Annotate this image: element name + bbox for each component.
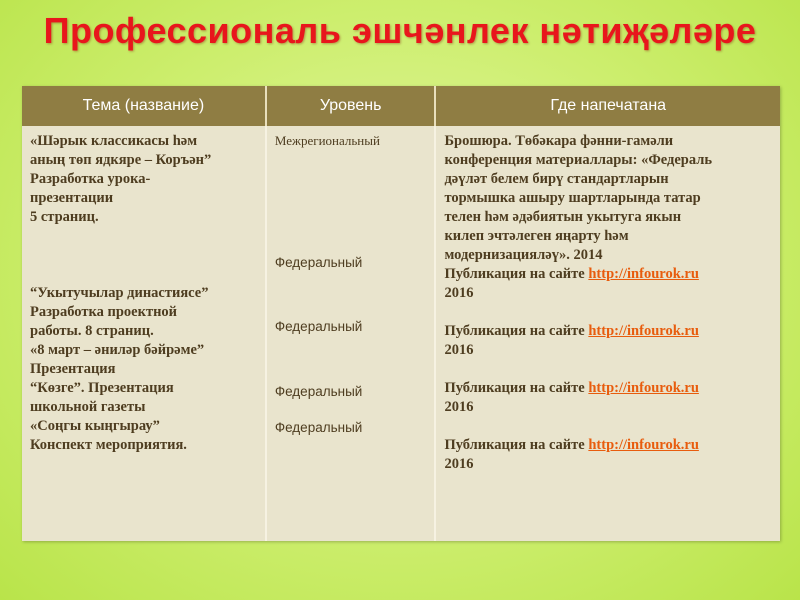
infourok-link[interactable]: http://infourok.ru [588, 380, 699, 396]
publication-entry: Публикация на сайте http://infourok.ru [444, 437, 699, 453]
infourok-link[interactable]: http://infourok.ru [588, 323, 699, 339]
results-table [22, 86, 780, 541]
topic-line: Презентация [30, 361, 116, 377]
brochure-line: тормышка ашыру шартларында татар [444, 190, 701, 206]
topic-line: презентации [30, 190, 114, 206]
publication-text [444, 132, 772, 474]
topic-cell [22, 126, 266, 541]
topic-line: Разработка урока- [30, 171, 151, 187]
brochure-line: модернизацияләү». 2014 [444, 247, 603, 263]
publication-year: 2016 [444, 342, 474, 358]
publication-year: 2016 [444, 285, 474, 301]
topic-line: аның төп ядкяре – Коръән” [30, 152, 212, 168]
level-federal: Федеральный [274, 319, 363, 334]
topic-line: “Укытучылар династиясе” [30, 285, 209, 301]
level-federal: Федеральный [274, 420, 363, 435]
level-federal: Федеральный [274, 384, 363, 399]
topic-line: работы. 8 страниц. [30, 323, 154, 339]
topic-line: «8 март – әниләр бәйрәме” [30, 342, 205, 358]
table-header-row [22, 86, 780, 126]
topic-line: Конспект мероприятия. [30, 437, 187, 453]
publication-entry: Публикация на сайте http://infourok.ru [444, 323, 699, 339]
topic-line: «Шәрык классикасы һәм [30, 133, 198, 149]
page-title: Профессиональ эшчәнлек нәтиҗәләре [43, 10, 757, 51]
publication-year: 2016 [444, 399, 474, 415]
publication-entry: Публикация на сайте http://infourok.ru [444, 266, 699, 282]
brochure-line: килеп эчтәлеген яңарту һәм [444, 228, 629, 244]
brochure-line: дәүләт белем бирү стандартларын [444, 171, 669, 187]
topic-text [30, 132, 257, 455]
infourok-link[interactable]: http://infourok.ru [588, 437, 699, 453]
publication-year: 2016 [444, 456, 474, 472]
publication-entry: Публикация на сайте http://infourok.ru [444, 380, 699, 396]
brochure-line: конференция материаллары: «Федераль [444, 152, 713, 168]
brochure-line: Брошюра. Төбәкара фәнни-гамәли [444, 133, 674, 149]
topic-line: Разработка проектной [30, 304, 178, 320]
header-level: Уровень [266, 86, 436, 126]
header-topic: Тема (название) [22, 86, 266, 126]
level-cell [266, 126, 436, 541]
topic-line: «Соңгы кыңгырау” [30, 418, 160, 434]
topic-line: 5 страниц. [30, 209, 99, 225]
brochure-line: телен һәм әдәбиятын укытуга якын [444, 209, 682, 225]
topic-line: школьной газеты [30, 399, 146, 415]
header-published: Где напечатана [435, 86, 780, 126]
topic-line: “Көзге”. Презентация [30, 380, 174, 396]
level-federal: Федеральный [274, 255, 363, 270]
infourok-link[interactable]: http://infourok.ru [588, 266, 699, 282]
table-row [22, 126, 780, 541]
level-interregional: Межрегиональный [274, 133, 380, 148]
published-cell [435, 126, 780, 541]
